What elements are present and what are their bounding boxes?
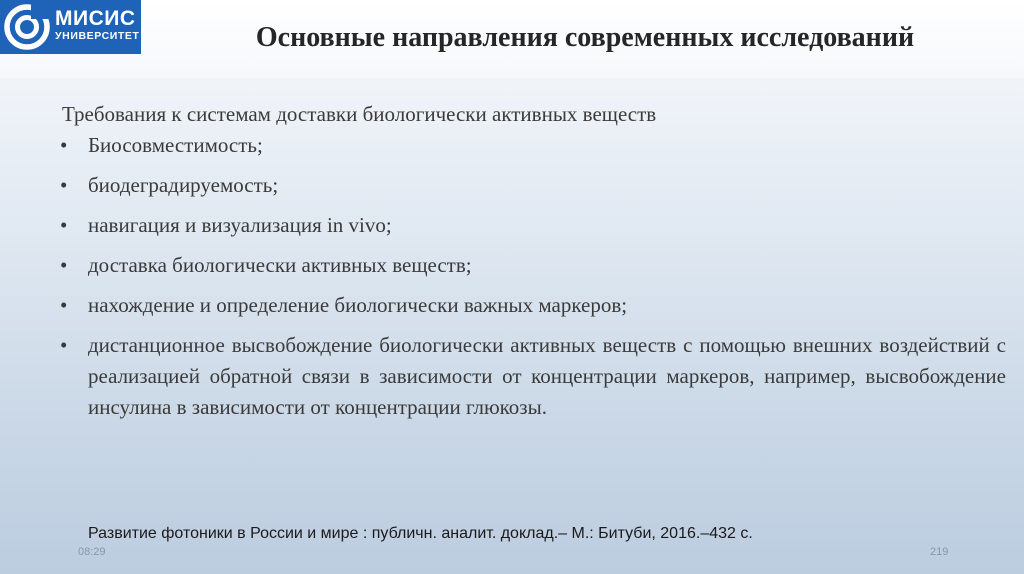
bullet-icon: • bbox=[60, 253, 68, 277]
list-item-text: навигация и визуализация in vivo; bbox=[88, 213, 392, 237]
logo-subtitle: УНИВЕРСИТЕТ bbox=[55, 30, 140, 42]
list-item bbox=[60, 290, 1006, 321]
logo-emblem-icon bbox=[4, 4, 50, 50]
bullet-icon: • bbox=[60, 213, 68, 237]
list-item bbox=[60, 330, 1006, 423]
list-item bbox=[60, 170, 1006, 201]
page-number: 219 bbox=[930, 546, 949, 558]
list-item-text: нахождение и определение биологически важных маркеров; bbox=[88, 293, 628, 317]
logo-name: МИСИС bbox=[55, 7, 136, 30]
list-item-text: доставка биологически активных веществ; bbox=[88, 253, 472, 277]
list-item bbox=[60, 130, 1006, 161]
bullet-icon: • bbox=[60, 173, 68, 197]
university-logo bbox=[0, 0, 141, 54]
list-item-text: Биосовместимость; bbox=[88, 133, 263, 157]
list-item bbox=[60, 250, 1006, 281]
requirements-list bbox=[60, 130, 1006, 432]
slide-title: Основные направления современных исследований bbox=[255, 22, 915, 53]
list-item bbox=[60, 210, 1006, 241]
bullet-icon: • bbox=[60, 133, 68, 157]
list-item-text: дистанционное высвобождение биологически активных веществ с помощью внешних воздействий с реализацией обратной связи в зависимости от концентрации маркеров, например, высвобождение инсулина в зависимости от концентрации глюкозы. bbox=[88, 333, 1006, 419]
intro-text: Требования к системам доставки биологически активных веществ bbox=[62, 102, 657, 126]
footer-time: 08:29 bbox=[78, 546, 106, 558]
citation: Развитие фотоники в России и мире : публичн. аналит. доклад.– М.: Битуби, 2016.–432 с. bbox=[88, 525, 753, 542]
bullet-icon: • bbox=[60, 293, 68, 317]
list-item-text: биодеградируемость; bbox=[88, 173, 279, 197]
bullet-icon: • bbox=[60, 333, 68, 357]
